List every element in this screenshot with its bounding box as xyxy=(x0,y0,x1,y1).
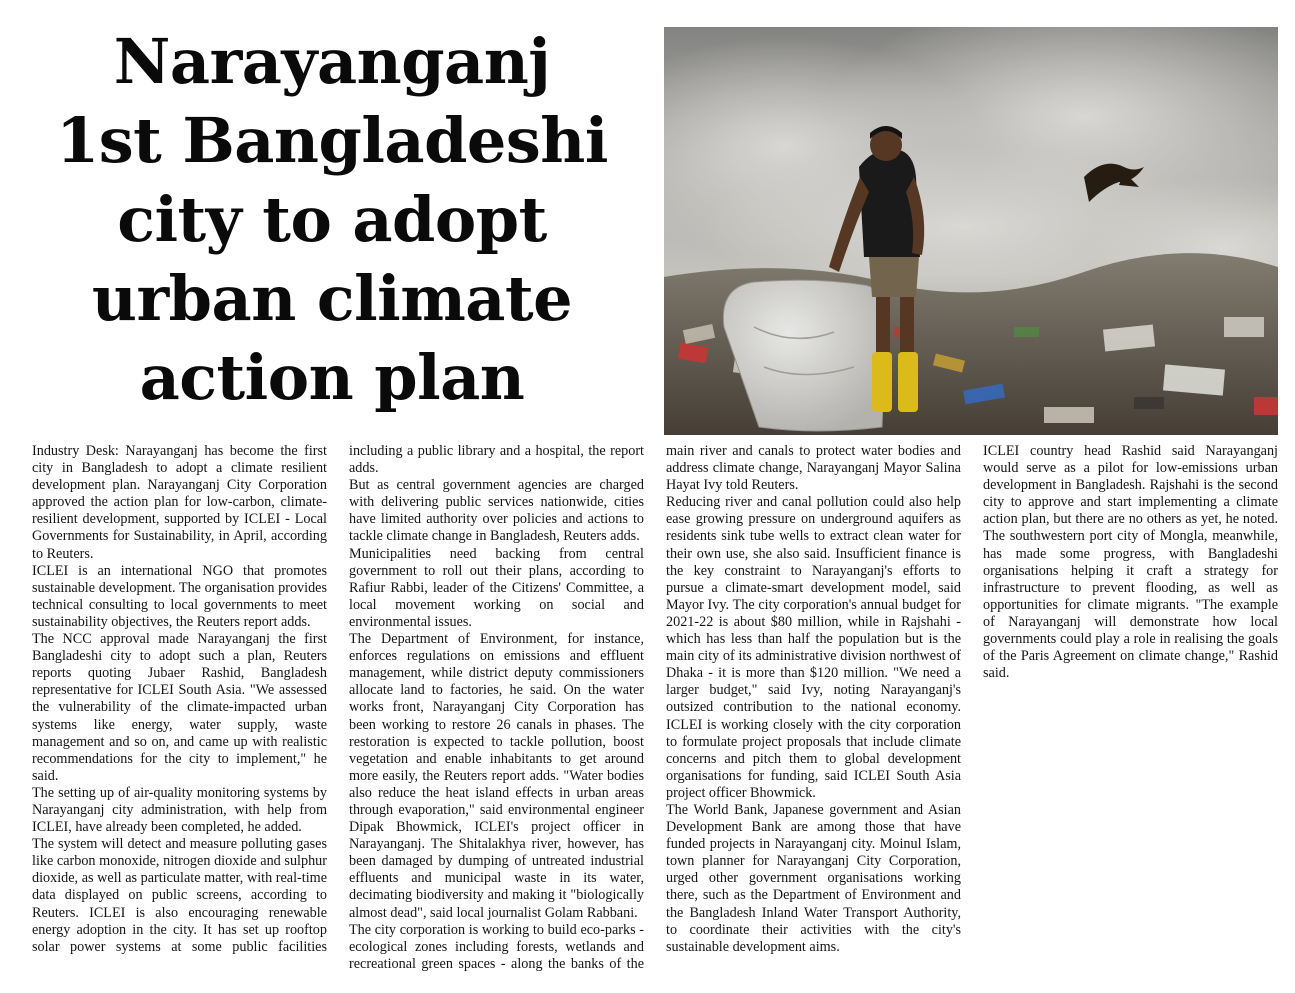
headline xyxy=(18,22,646,427)
article-paragraph: The setting up of air-quality monitoring systems by Narayanganj city administration, with help from ICLEI, have already been completed, he added. xyxy=(32,784,327,836)
article-paragraph: The Department of Environment, for instance, enforces regulations on emissions and effluent management, while district deputy commissioners allocate land to factories, he said. On the water works front, Narayanganj City Corporation has been working to restore 26 canals in phases. The restoration is expected to tackle pollution, boost vegetation and enable inhabitants to get around more easily, the Reuters report adds. "Water bodies also reduce the heat island effects in urban areas through evaporation," said environmental engineer Dipak Bhowmick, ICLEI's project officer in Narayanganj. The Shitalakhya river, however, has been damaged by dumping of untreated industrial effluents and municipal waste in its water, decimating biodiversity and making it "biologically almost dead", said local journalist Golam Rabbani. xyxy=(349,631,644,921)
article-paragraph: The system will detect and measure polluting gases like carbon monoxide, nitrogen dioxide and sulphur dioxide, as well as particulate matter, with real-time data displayed on public screens, according to Reuters. ICLEI is also encouraging renewable energy adoption in the city. It has set up rooftop solar power systems at some public facilities including a public library and a hospital, the report adds. xyxy=(32,443,644,955)
article-paragraph: But as central government agencies are charged with delivering public services nationwide, cities have limited authority over policies and actions to tackle climate change in Bangladesh, Reuters adds. xyxy=(349,477,644,545)
article-paragraph: Municipalities need backing from central government to roll out their plans, according to Rafiur Rabbi, leader of the Citizens' Committee, a local movement working on social and environmental issues. xyxy=(349,545,644,630)
headline-line: action plan xyxy=(139,341,525,414)
article-paragraph: The World Bank, Japanese government and Asian Development Bank are among those that have funded projects in Narayanganj city. Moinul Islam, town planner for Narayanganj City Corporation, urged other government organisations working there, such as the Department of Environment and the Bangladesh Inland Water Transport Authority, to coordinate their activities with the city's sustainable development aims. xyxy=(666,801,961,955)
article-body xyxy=(32,443,1278,983)
article-paragraph: The NCC approval made Narayanganj the first Bangladeshi city to adopt such a plan, Reuters reports quoting Jubaer Rashid, Bangladesh representative for ICLEI South Asia. "We assessed the vulnerability of the climate-impacted urban systems like energy, water supply, waste management and so on, and came up with realistic recommendations for the city to implement," he said. xyxy=(32,631,327,784)
article-paragraph: The city corporation is working to build eco-parks - ecological zones including forests, wetlands and recreational green spaces - along the banks of the main river and canals to protect water bodies and address climate change, Narayanganj Mayor Salina Hayat Ivy told Reuters. xyxy=(349,443,961,972)
headline-line: 1st Bangladeshi xyxy=(56,104,608,177)
article-paragraph: ICLEI is an international NGO that promotes sustainable development. The organisation provides technical consulting to local governments to meet sustainability objectives, the Reuters report adds. xyxy=(32,562,327,630)
headline-line: Narayanganj xyxy=(113,25,551,98)
article-paragraph: ICLEI country head Rashid said Narayanganj would serve as a pilot for low-emissions urban development in Bangladesh. Rajshahi is the second city to approve and start implementing a climate action plan, but there are no others as yet, he noted. The southwestern port city of Mongla, meanwhile, has made some progress, with Bangladeshi organisations helping it craft a strategy for infrastructure to prevent flooding, as well as opportunities for climate migrants. "The example of Narayanganj will demonstrate how local governments could play a role in realising the goals of the Paris Agreement on climate change," Rashid said. xyxy=(983,443,1278,682)
article-paragraph: Reducing river and canal pollution could also help ease growing pressure on underground aquifers as residents sink tube wells to extract clean water for their own use, she also said. Insufficient finance is the key constraint to Narayanganj's efforts to pursue a climate-smart development model, said Mayor Ivy. The city corporation's annual budget for 2021-22 is about $80 million, while in Rajshahi - which has less than half the population but is the main city of its administrative division northwest of Dhaka - it is more than $120 million. "We need a larger budget," said Ivy, noting Narayanganj's outsized contribution to the national economy. ICLEI is working closely with the city corporation to formulate project proposals that include climate concerns and pitch them to global development organisations for funding, said ICLEI South Asia project officer Bhowmick. xyxy=(666,494,961,801)
article-paragraph: Industry Desk: Narayanganj has become the first city in Bangladesh to adopt a climate resilient development plan. Narayanganj City Corporation approved the action plan for low-carbon, climate-resilient development, supported by ICLEI - Local Governments for Sustainability, in April, according to Reuters. xyxy=(32,443,327,562)
headline-line: urban climate xyxy=(91,262,573,335)
landfill-worker-photo xyxy=(664,27,1278,435)
headline-line: city to adopt xyxy=(117,183,547,256)
news-photo xyxy=(664,27,1278,435)
